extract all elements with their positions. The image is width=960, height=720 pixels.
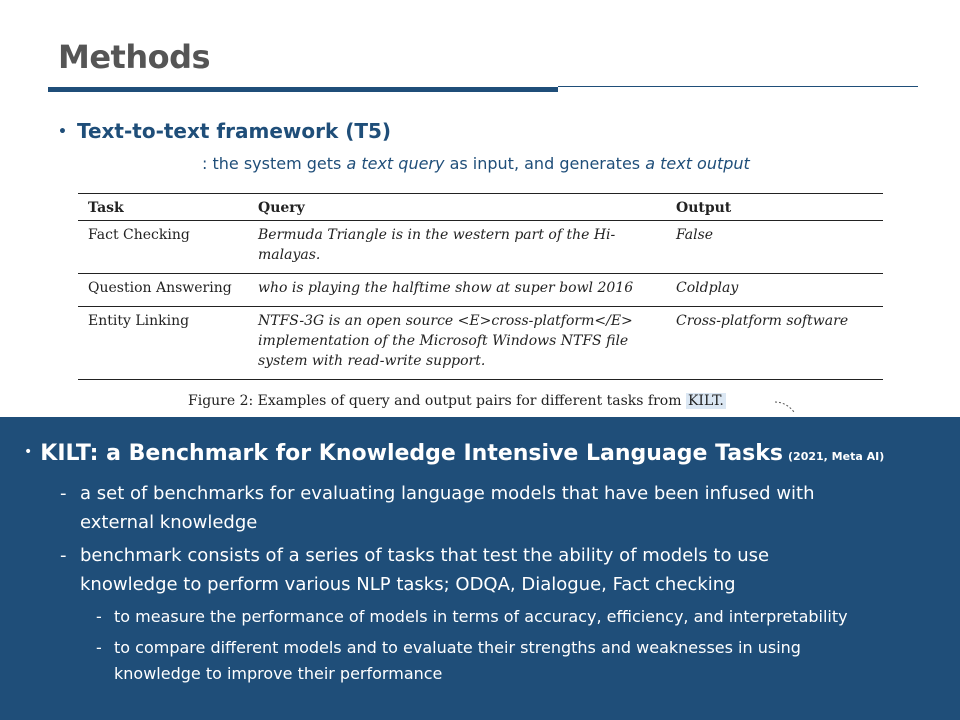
table-row (78, 221, 883, 274)
cell-query: Bermuda Triangle is in the western part of the Hi- malayas. (258, 227, 616, 263)
cell-query: who is playing the halftime show at super bowl 2016 (258, 280, 634, 296)
bullet-text-to-text (58, 119, 391, 143)
desc-prefix: : the system gets (202, 154, 347, 173)
kilt-subpoint-1: - to measure the performance of models in terms of accuracy, efficiency, and interpretability (96, 607, 848, 626)
caption-text: Figure 2: Examples of query and output pairs for different tasks from (188, 393, 686, 409)
cell-output: Cross-platform software (676, 313, 849, 329)
desc-emphasis-output: a text output (645, 154, 750, 173)
table-row (78, 274, 883, 307)
slide-title: Methods (58, 38, 211, 76)
kilt-example-table (78, 193, 883, 380)
header-query: Query (258, 200, 305, 216)
bullet-dot: • (58, 124, 67, 140)
title-underline-thin (558, 86, 918, 87)
kilt-subpoint-2: - to compare different models and to evaluate their strengths and weaknesses in using knowledge to improve their performance (96, 638, 801, 683)
dashed-connector-line (774, 400, 796, 414)
title-underline-thick (48, 87, 558, 92)
table-header-row (78, 194, 883, 221)
header-output: Output (676, 200, 732, 216)
header-task: Task (88, 200, 124, 216)
kilt-point-2: - benchmark consists of a series of tasks that test the ability of models to use knowledge to perform various NLP tasks; ODQA, Dialogue, Fact checking (60, 545, 770, 595)
cell-output: Coldplay (676, 280, 739, 296)
kilt-heading-text: KILT: a Benchmark for Knowledge Intensive Language Tasks (40, 441, 783, 466)
kilt-heading (24, 441, 884, 466)
bullet-description (202, 154, 750, 173)
figure-caption (188, 393, 726, 409)
desc-middle: as input, and generates (444, 154, 646, 173)
table-row (78, 307, 883, 380)
cell-output: False (676, 227, 714, 243)
cell-query: NTFS-3G is an open source <E>cross-platform</E> implementation of the Microsoft Windows NTFS file system with read-write support. (258, 313, 633, 369)
cell-task: Fact Checking (88, 227, 190, 243)
desc-emphasis-query: a text query (346, 154, 445, 173)
kilt-panel (0, 417, 960, 720)
kilt-heading-note: (2021, Meta AI) (788, 450, 885, 463)
bullet-dot: • (24, 444, 33, 460)
bullet-heading: Text-to-text framework (T5) (76, 119, 392, 143)
cell-task: Question Answering (88, 280, 232, 296)
kilt-point-1: - a set of benchmarks for evaluating language models that have been infused with external knowledge (60, 483, 815, 533)
cell-task: Entity Linking (88, 313, 190, 329)
caption-highlight: KILT. (687, 393, 724, 409)
